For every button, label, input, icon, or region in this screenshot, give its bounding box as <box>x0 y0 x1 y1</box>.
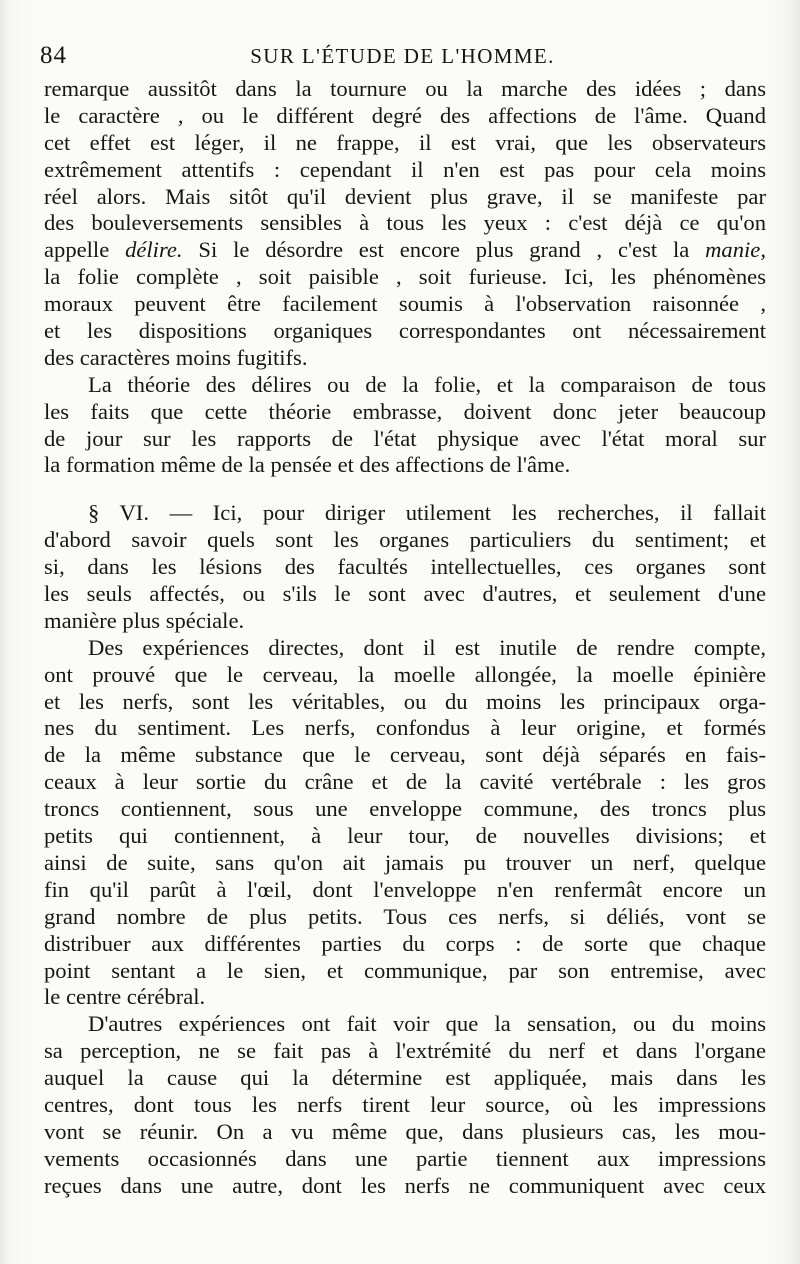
text-line: les seuls affectés, ou s'ils le sont avec d'autres, et seulement d'une <box>44 581 766 607</box>
text-line: moraux peuvent être facilement soumis à l'observation raisonnée , <box>44 291 766 317</box>
text-line: Des expériences directes, dont il est inutile de rendre compte, <box>88 634 766 660</box>
text-line: la folie complète , soit paisible , soit furieuse. Ici, les phénomènes <box>44 264 766 290</box>
page-header <box>40 42 765 76</box>
text-line: de jour sur les rapports de l'état physique avec l'état moral sur <box>44 425 766 451</box>
text-line: ceaux à leur sortie du crâne et de la cavité vertébrale : les gros <box>44 769 766 795</box>
text-line: vements occasionnés dans une partie tiennent aux impressions <box>44 1145 766 1171</box>
text-line: troncs contiennent, sous une enveloppe commune, des troncs plus <box>44 796 766 822</box>
text-line: extrêmement attentifs : cependant il n'en est pas pour cela moins <box>44 156 766 182</box>
section-gap <box>44 479 766 500</box>
text-line: cet effet est léger, il ne frappe, il est vrai, que les observateurs <box>44 129 766 155</box>
text-line: le centre cérébral. <box>44 984 206 1010</box>
text-line: centres, dont tous les nerfs tirent leur source, où les impressions <box>44 1091 766 1117</box>
paragraph <box>44 635 766 1011</box>
text-line: d'abord savoir quels sont les organes particuliers du sentiment; et <box>44 527 766 553</box>
text-line: grand nombre de plus petits. Tous ces nerfs, si déliés, vont se <box>44 903 766 929</box>
paragraph <box>44 1011 766 1199</box>
text-line: petits qui contiennent, à leur tour, de nouvelles divisions; et <box>44 823 766 849</box>
text-line: des bouleversements sensibles à tous les yeux : c'est déjà ce qu'on <box>44 210 766 236</box>
text-line: si, dans les lésions des facultés intellectuelles, ces organes sont <box>44 554 766 580</box>
italic-term: délire. <box>125 237 183 263</box>
text-line: § VI. — Ici, pour diriger utilement les recherches, il fallait <box>88 500 766 526</box>
text-line: D'autres expériences ont fait voir que la sensation, ou du moins <box>88 1011 766 1037</box>
paragraph <box>44 372 766 480</box>
page-number: 84 <box>40 42 67 69</box>
text-line: manière plus spéciale. <box>44 607 245 633</box>
text-line: distribuer aux différentes parties du corps : de sorte que chaque <box>44 930 766 956</box>
text-line <box>44 237 766 264</box>
text-line: La théorie des délires ou de la folie, et la comparaison de tous <box>88 371 766 397</box>
text-line: sa perception, ne se fait pas à l'extrémité du nerf et dans l'organe <box>44 1038 766 1064</box>
page-body <box>44 76 766 1200</box>
text-line: point sentant a le sien, et communique, par son entremise, avec <box>44 957 766 983</box>
text-run: appelle <box>44 237 126 263</box>
text-line: le caractère , ou le différent degré des affections de l'âme. Quand <box>44 102 766 128</box>
text-line: et les nerfs, sont les véritables, ou du moins les principaux orga- <box>44 688 766 714</box>
running-title: SUR L'ÉTUDE DE L'HOMME. <box>250 44 555 68</box>
section-paragraph <box>44 500 766 634</box>
text-line: réel alors. Mais sitôt qu'il devient plus grave, il se manifeste par <box>44 183 766 209</box>
text-run: Si le désordre est encore plus grand , c'est la <box>182 237 706 263</box>
text-line: reçues dans une autre, dont les nerfs ne communiquent avec ceux <box>44 1172 766 1198</box>
text-line: auquel la cause qui la détermine est appliquée, mais dans les <box>44 1065 766 1091</box>
text-line: nes du sentiment. Les nerfs, confondus à leur origine, et formés <box>44 715 766 741</box>
paragraph <box>44 76 766 372</box>
text-line: et les dispositions organiques correspondantes ont nécessairement <box>44 318 766 344</box>
text-line: des caractères moins fugitifs. <box>44 344 308 370</box>
text-line: ainsi de suite, sans qu'on ait jamais pu trouver un nerf, quelque <box>44 849 766 875</box>
italic-term: manie, <box>705 237 766 263</box>
text-line: les faits que cette théorie embrasse, doivent donc jeter beaucoup <box>44 398 766 424</box>
text-line: de la même substance que le cerveau, sont déjà séparés en fais- <box>44 742 766 768</box>
text-line: remarque aussitôt dans la tournure ou la marche des idées ; dans <box>44 76 766 101</box>
text-line: fin qu'il parût à l'œil, dont l'enveloppe n'en renfermât encore un <box>44 876 766 902</box>
text-line: vont se réunir. On a vu même que, dans plusieurs cas, les mou- <box>44 1118 766 1144</box>
text-line: la formation même de la pensée et des affections de l'âme. <box>44 452 571 478</box>
text-line: ont prouvé que le cerveau, la moelle allongée, la moelle épinière <box>44 661 766 687</box>
